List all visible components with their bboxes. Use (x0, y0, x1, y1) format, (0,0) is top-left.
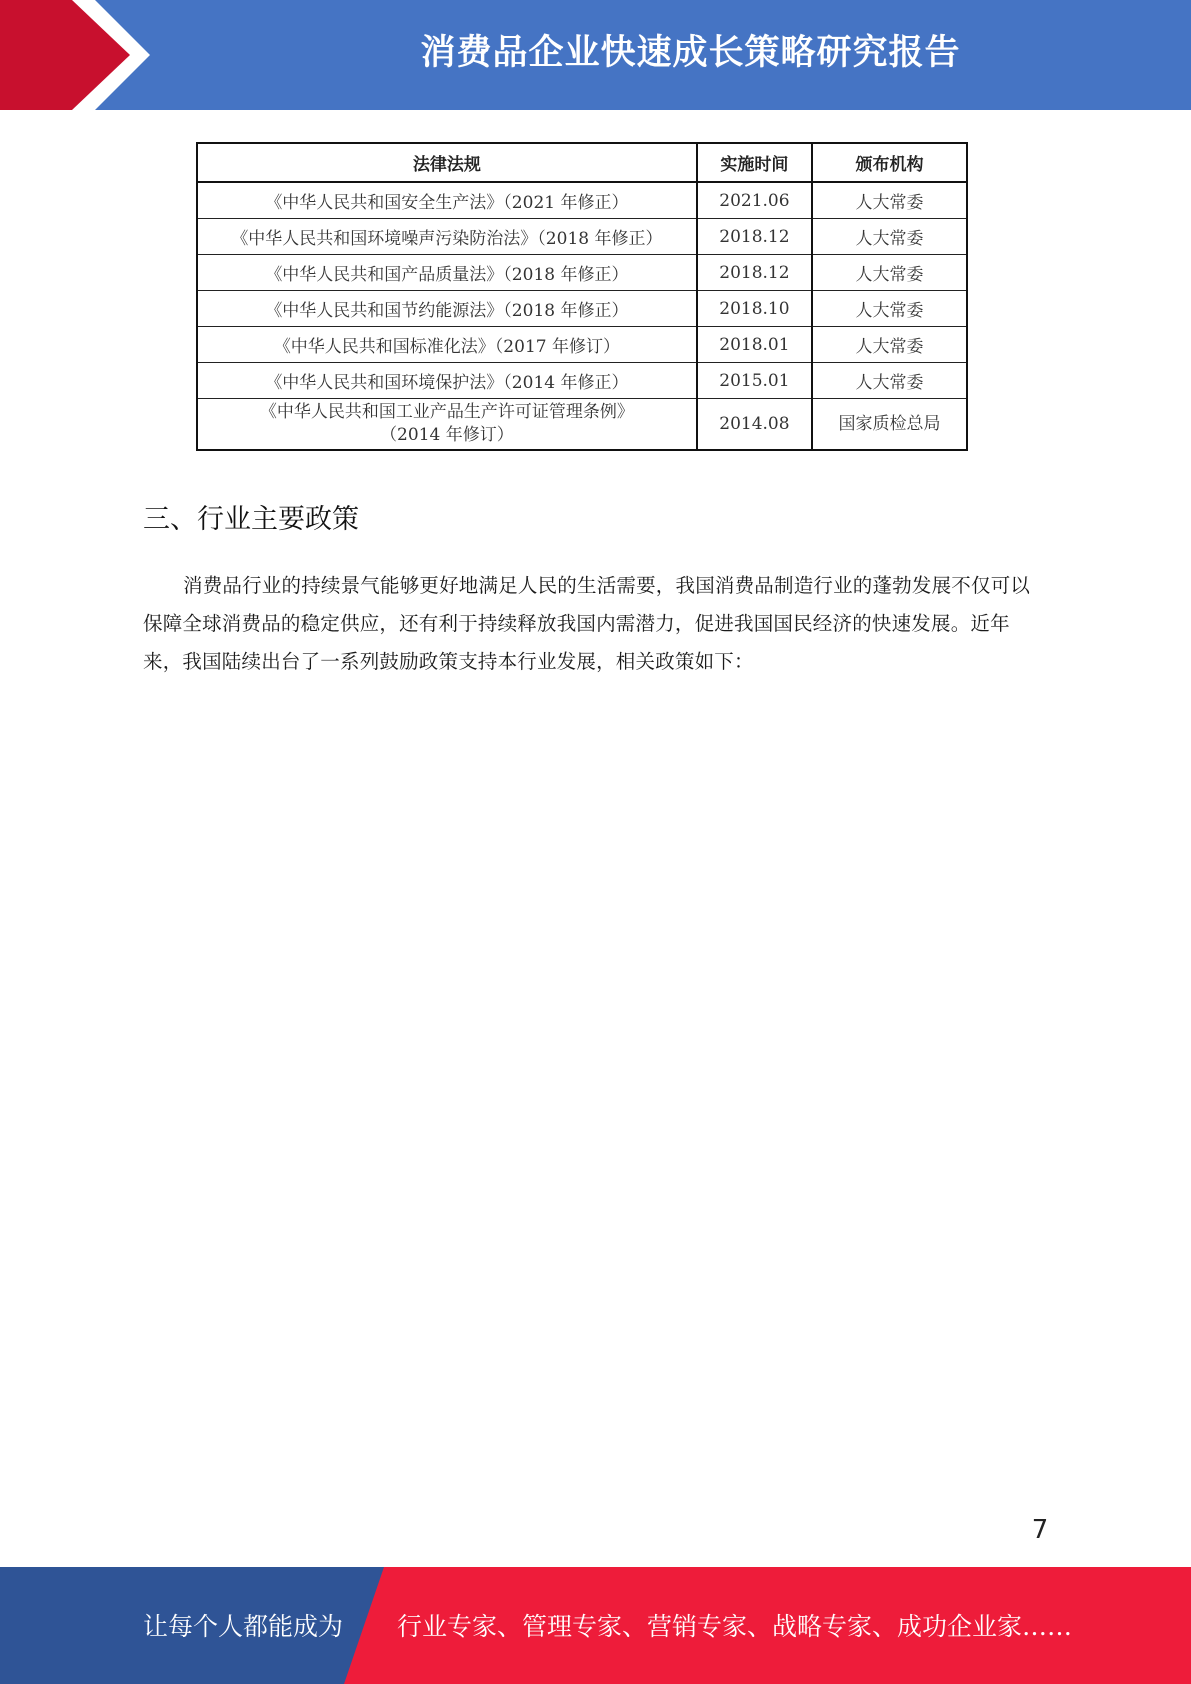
date-cell: 2018.01 (697, 327, 812, 363)
law-cell (197, 399, 697, 451)
law-cell: 《中华人民共和国产品质量法》（2018 年修正） (197, 255, 697, 291)
date-cell: 2021.06 (697, 182, 812, 219)
law-cell: 《中华人民共和国标准化法》（2017 年修订） (197, 327, 697, 363)
report-title: 消费品企业快速成长策略研究报告 (420, 33, 961, 73)
org-cell: 人大常委 (812, 327, 967, 363)
law-cell: 《中华人民共和国环境保护法》（2014 年修正） (197, 363, 697, 399)
law-cell: 《中华人民共和国安全生产法》（2021 年修正） (197, 182, 697, 219)
law-cell-line: （2014 年修订） (380, 425, 514, 445)
table-row (197, 182, 967, 219)
column-header-law: 法律法规 (197, 143, 697, 182)
date-cell: 2014.08 (697, 399, 812, 451)
org-cell: 人大常委 (812, 219, 967, 255)
law-cell-line: 《中华人民共和国工业产品生产许可证管理条例》 (259, 402, 634, 422)
table-row (197, 327, 967, 363)
org-cell: 人大常委 (812, 363, 967, 399)
page-number: 7 (1031, 1515, 1049, 1545)
org-cell: 人大常委 (812, 255, 967, 291)
date-cell: 2018.12 (697, 255, 812, 291)
date-cell: 2018.10 (697, 291, 812, 327)
body-paragraph: 消费品行业的持续景气能够更好地满足人民的生活需要，我国消费品制造行业的蓬勃发展不仅可以保障全球消费品的稳定供应，还有利于持续释放我国内需潜力，促进我国国民经济的快速发展。近年来，我国陆续出台了一系列鼓励政策支持本行业发展，相关政策如下： (143, 574, 1031, 673)
date-cell: 2015.01 (697, 363, 812, 399)
report-header (0, 0, 1191, 110)
org-cell: 国家质检总局 (812, 399, 967, 451)
date-cell: 2018.12 (697, 219, 812, 255)
table-row (197, 363, 967, 399)
table-row (197, 255, 967, 291)
footer-slogan-left: 让每个人都能成为 (143, 1612, 344, 1641)
table-row (197, 399, 967, 451)
header-chevron-icon (0, 0, 170, 110)
org-cell: 人大常委 (812, 291, 967, 327)
footer-slogan-right: 行业专家、管理专家、营销专家、战略专家、成功企业家…… (397, 1612, 1073, 1641)
law-cell: 《中华人民共和国节约能源法》（2018 年修正） (197, 291, 697, 327)
table-header-row (197, 143, 967, 182)
section-heading: 三、行业主要政策 (143, 504, 359, 535)
page-footer (0, 1567, 1191, 1684)
table-row (197, 219, 967, 255)
table-row (197, 291, 967, 327)
org-cell: 人大常委 (812, 182, 967, 219)
law-cell: 《中华人民共和国环境噪声污染防治法》（2018 年修正） (197, 219, 697, 255)
column-header-org: 颁布机构 (812, 143, 967, 182)
regulations-table (196, 142, 968, 451)
column-header-date: 实施时间 (697, 143, 812, 182)
